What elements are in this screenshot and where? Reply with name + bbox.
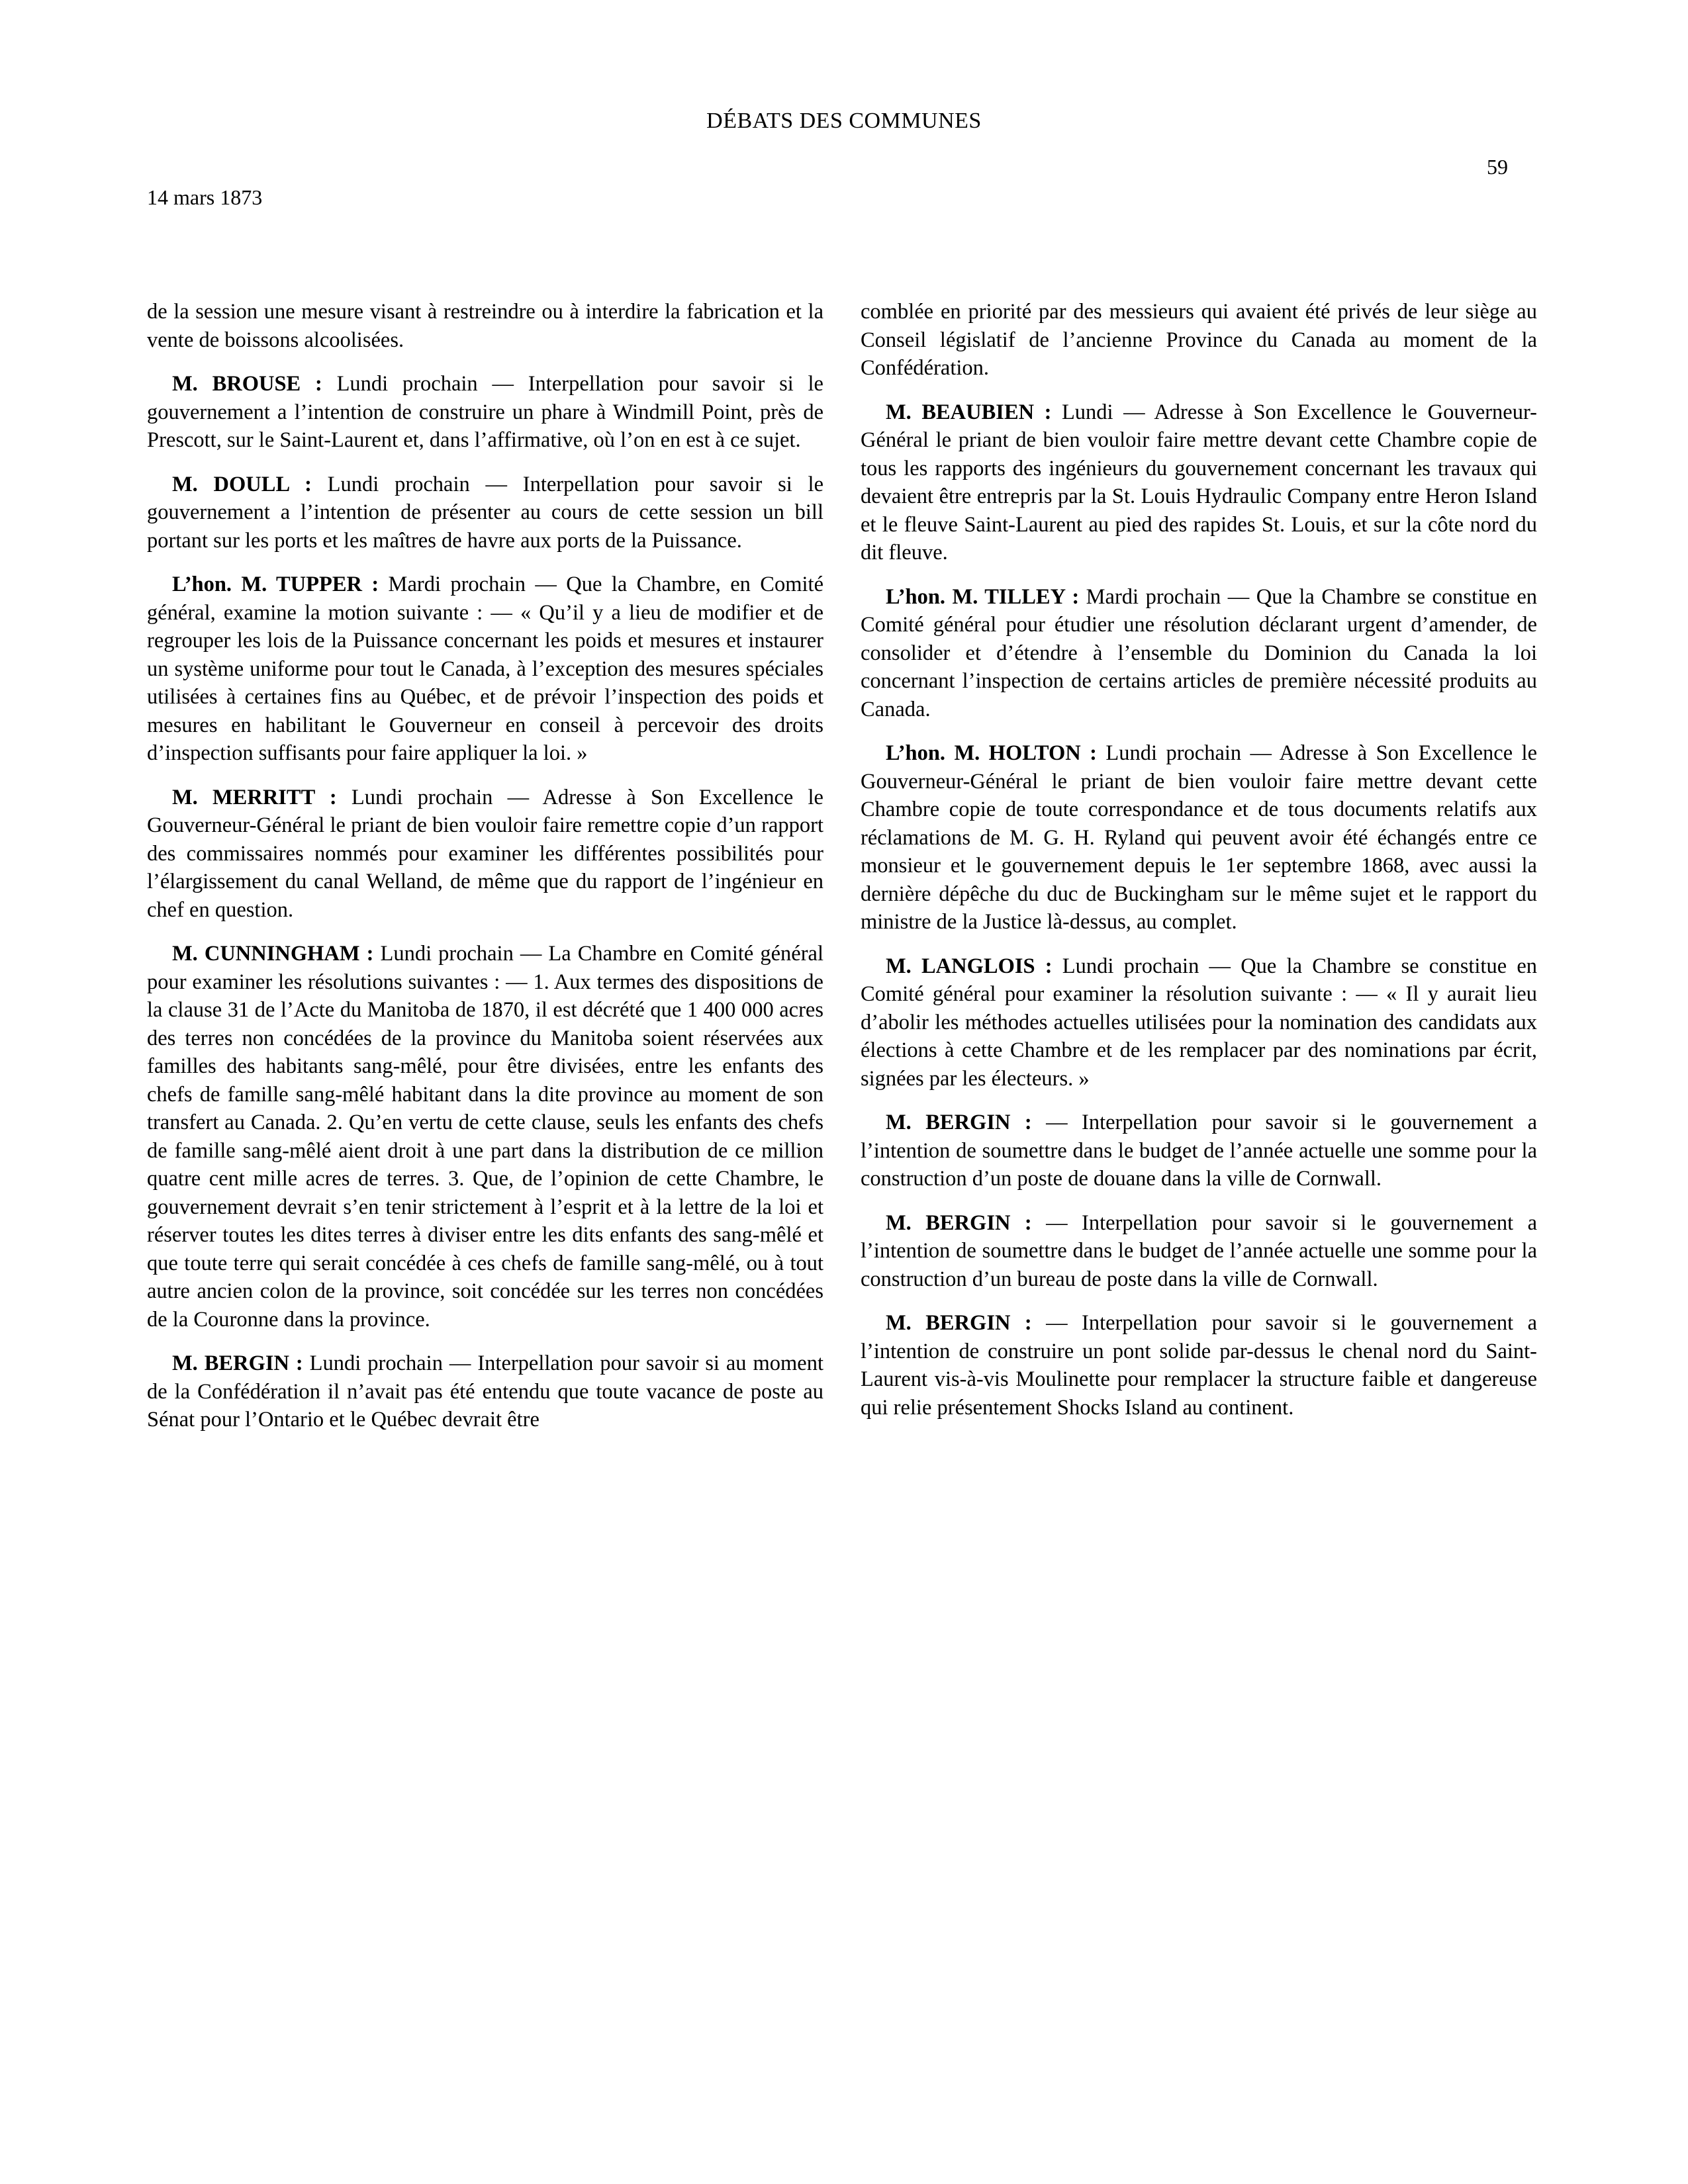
entry-tilley [861, 583, 1537, 724]
entry-bergin-poste [861, 1209, 1537, 1294]
entry-brouse [147, 370, 823, 455]
continuation-paragraph: de la session une mesure visant à restreindre ou à interdire la fabrication et la vente de boissons alcoolisées. [147, 300, 823, 352]
entry-langlois [861, 952, 1537, 1093]
right-column [861, 298, 1537, 1437]
speaker-name: L’hon. M. TUPPER : [172, 572, 379, 596]
entry-tupper [147, 570, 823, 768]
entry-bergin-douane [861, 1109, 1537, 1193]
entry-text: Lundi prochain — Interpellation pour savoir si le gouvernement a l’intention de présenter au cours de cette session un bill portant sur les ports et les maîtres de havre aux ports de la Puissance. [147, 472, 823, 553]
entry-text: — Interpellation pour savoir si le gouvernement a l’intention de soumettre dans le budget de l’année actuelle une somme pour la construction d’un poste de douane dans la ville de Cornwall. [861, 1111, 1537, 1191]
entry-bergin-pont [861, 1309, 1537, 1422]
entry-text: Lundi prochain — Que la Chambre se constitue en Comité général pour examiner la résolution suivante : — « Il y aurait lieu d’abolir les méthodes actuelles utilisées pour la nomination des candidats aux élections à cette Chambre et de les remplacer par des nominations par écrit, signées par les électeurs. » [861, 954, 1537, 1091]
entry-merritt [147, 784, 823, 925]
entry-text: — Interpellation pour savoir si le gouvernement a l’intention de soumettre dans le budget de l’année actuelle une somme pour la construction d’un bureau de poste dans la ville de Cornwall. [861, 1210, 1537, 1291]
entry-bergin-senat [147, 1349, 823, 1434]
entry-cunningham [147, 940, 823, 1334]
continuation-paragraph: comblée en priorité par des messieurs qui avaient été privés de leur siège au Conseil législatif de l’ancienne Province du Canada au moment de la Confédération. [861, 300, 1537, 380]
speaker-name: M. BERGIN : [886, 1210, 1032, 1235]
entry-holton [861, 739, 1537, 936]
speaker-name: M. BEAUBIEN : [886, 400, 1052, 424]
entry-text: Mardi prochain — Que la Chambre, en Comité général, examine la motion suivante : — « Qu’il y a lieu de modifier et de regrouper les lois de la Puissance concernant les poids et mesures et instaurer un système uniforme pour tout le Canada, à l’exception des mesures spéciales utilisées à certaines fins au Québec, et de prévoir l’inspection des poids et mesures en habilitant le Gouverneur en conseil à percevoir des droits d’inspection suffisants pour faire appliquer la loi. » [147, 572, 823, 765]
speaker-name: M. BROUSE : [172, 372, 322, 396]
speaker-name: L’hon. M. TILLEY : [886, 584, 1080, 609]
speaker-name: M. BERGIN : [172, 1351, 303, 1375]
entry-text: Lundi prochain — Interpellation pour savoir si au moment de la Confédération il n’avait pas été entendu que toute vacance de poste au Sénat pour l’Ontario et le Québec devrait être [147, 1351, 823, 1432]
speaker-name: M. CUNNINGHAM : [172, 942, 374, 966]
entry-text: Lundi prochain — Adresse à Son Excellence le Gouverneur-Général le priant de bien vouloir faire mettre devant cette Chambre copie de toute correspondance et de tous documents relatifs aux réclamations de M. G. H. Ryland qui peuvent avoir été échangés entre ce monsieur et le gouvernement depuis le 1er septembre 1868, avec aussi la dernière dépêche du duc de Buckingham sur le même sujet et le rapport du ministre de la Justice là-dessus, au complet. [861, 741, 1537, 934]
page-number: 59 [1487, 155, 1508, 179]
entry-text: Lundi prochain — La Chambre en Comité général pour examiner les résolutions suivantes : — 1. Aux termes des dispositions de la clause 31 de l’Acte du Manitoba de 1870, il est décrété que 1 400 000 acres des terres non concédées de la province du Manitoba soient réservées aux familles des habitants sang-mêlé, pour être divisées, entre les enfants des chefs de famille sang-mêlé habitant dans la dite province au moment de son transfert au Canada. 2. Qu’en vertu de cette clause, seuls les enfants des chefs de famille sang-mêlé aient droit à une part dans la distribution de ce million quatre cent mille acres de terres. 3. Que, de l’opinion de cette Chambre, le gouvernement devrait s’en tenir strictement à l’esprit et à la lettre de la loi et réserver toutes les dites terres à diviser entre les dits enfants des sang-mêlé et que toute terre qui serait concédée à ces chefs de famille sang-mêlé, ou à tout autre ancien colon de la province, soit concédée sur les terres non concédées de la Couronne dans la province. [147, 942, 823, 1332]
speaker-name: M. LANGLOIS : [886, 954, 1053, 978]
page-header-title: DÉBATS DES COMMUNES [706, 109, 982, 133]
entry-text: Lundi prochain — Interpellation pour savoir si le gouvernement a l’intention de construire un phare à Windmill Point, près de Prescott, sur le Saint-Laurent et, dans l’affirmative, où l’on en est à ce sujet. [147, 372, 823, 452]
entry-text: — Interpellation pour savoir si le gouvernement a l’intention de construire un pont solide par-dessus le chenal nord du Saint-Laurent vis-à-vis Moulinette pour remplacer la structure faible et dangereuse qui relie présentement Shocks Island au continent. [861, 1311, 1537, 1420]
speaker-name: M. BERGIN : [886, 1311, 1032, 1335]
entry-doull [147, 471, 823, 555]
entry-text: Mardi prochain — Que la Chambre se constitue en Comité général pour étudier une résolution déclarant urgent d’amender, de consolider et d’étendre à l’ensemble du Dominion du Canada la loi concernant l’inspection de certains articles de première nécessité produits au Canada. [861, 584, 1537, 721]
entry-text: Lundi — Adresse à Son Excellence le Gouverneur-Général le priant de bien vouloir faire mettre devant cette Chambre copie de tous les rapports des ingénieurs du gouvernement concernant les travaux qui devaient être entrepris par la St. Louis Hydraulic Company entre Heron Island et le fleuve Saint-Laurent au pied des rapides St. Louis, et sur la côte nord du dit fleuve. [861, 400, 1537, 565]
speaker-name: M. DOULL : [172, 472, 312, 496]
speaker-name: M. BERGIN : [886, 1111, 1032, 1134]
entry-beaubien [861, 398, 1537, 567]
entry-text: Lundi prochain — Adresse à Son Excellence le Gouverneur-Général le priant de bien vouloir faire remettre copie d’un rapport des commissaires nommés pour examiner les différentes possibilités pour l’élargissement du canal Welland, de même que du rapport de l’ingénieur en chef en question. [147, 785, 823, 922]
left-column [147, 298, 823, 1450]
speaker-name: M. MERRITT : [172, 785, 337, 809]
speaker-name: L’hon. M. HOLTON : [886, 741, 1097, 765]
page-date: 14 mars 1873 [147, 185, 263, 209]
